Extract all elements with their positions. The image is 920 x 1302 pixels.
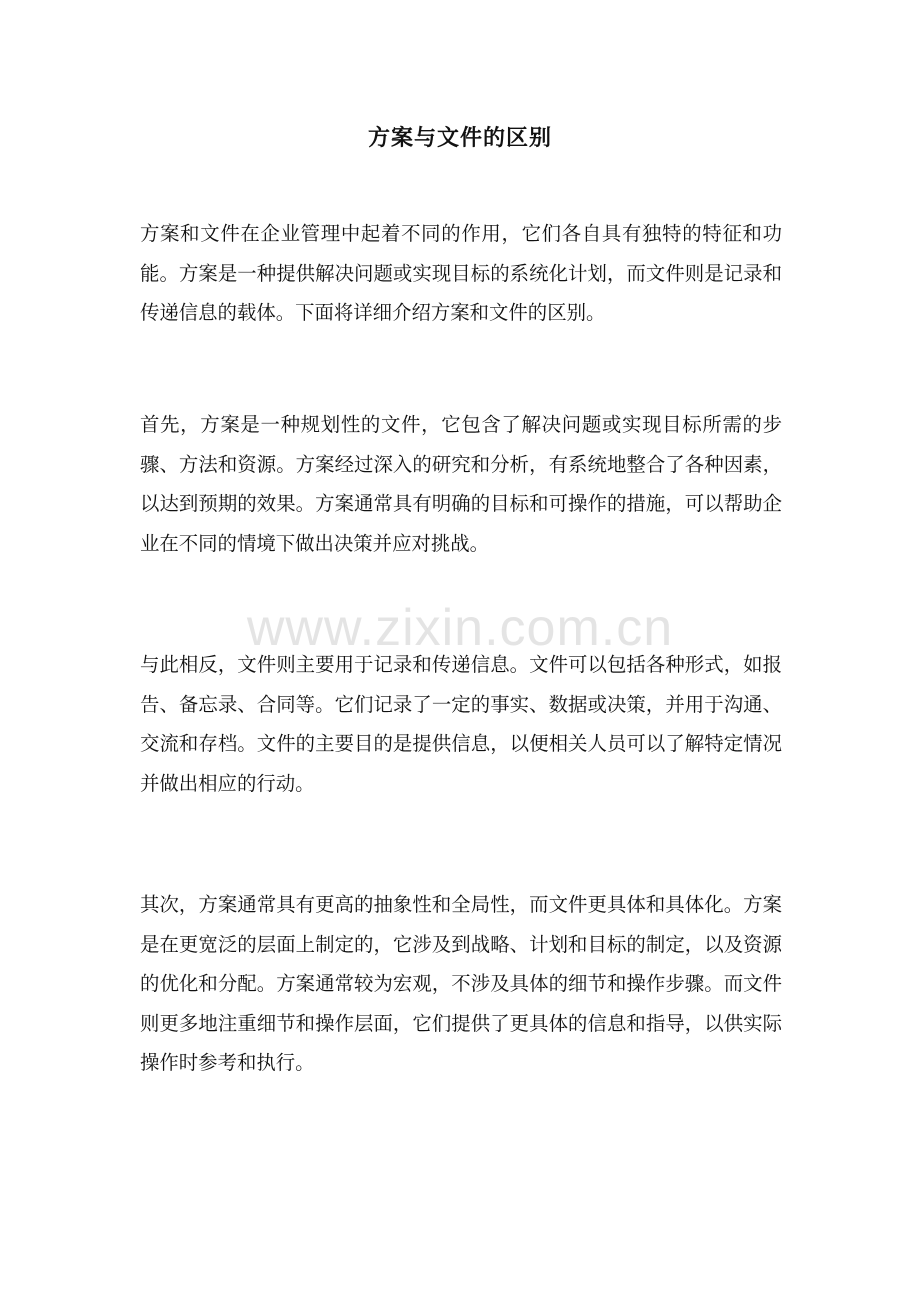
paragraph-intro: 方案和文件在企业管理中起着不同的作用，它们各自具有独特的特征和功能。方案是一种提供解决问题或实现目标的系统化计划，而文件则是记录和传递信息的载体。下面将详细介绍方案和文件的区别。 — [140, 222, 782, 324]
paragraph-first-point: 首先，方案是一种规划性的文件，它包含了解决问题或实现目标所需的步骤、方法和资源。方案经过深入的研究和分析，有系统地整合了各种因素，以达到预期的效果。方案通常具有明确的目标和可操作的措施，可以帮助企业在不同的情境下做出决策并应对挑战。 — [140, 413, 782, 555]
paragraph-second-point: 其次，方案通常具有更高的抽象性和全局性，而文件更具体和具体化。方案是在更宽泛的层面上制定的，它涉及到战略、计划和目标的制定，以及资源的优化和分配。方案通常较为宏观，不涉及具体的细节和操作步骤。而文件则更多地注重细节和操作层面，它们提供了更具体的信息和指导，以供实际操作时参考和执行。 — [140, 893, 782, 1074]
watermark: www.zixin.com.cn — [246, 599, 674, 657]
document-title: 方案与文件的区别 — [367, 125, 552, 151]
paragraph-contrast: 与此相反，文件则主要用于记录和传递信息。文件可以包括各种形式，如报告、备忘录、合同等。它们记录了一定的事实、数据或决策，并用于沟通、交流和存档。文件的主要目的是提供信息，以便相关人员可以了解特定情况并做出相应的行动。 — [140, 653, 782, 795]
